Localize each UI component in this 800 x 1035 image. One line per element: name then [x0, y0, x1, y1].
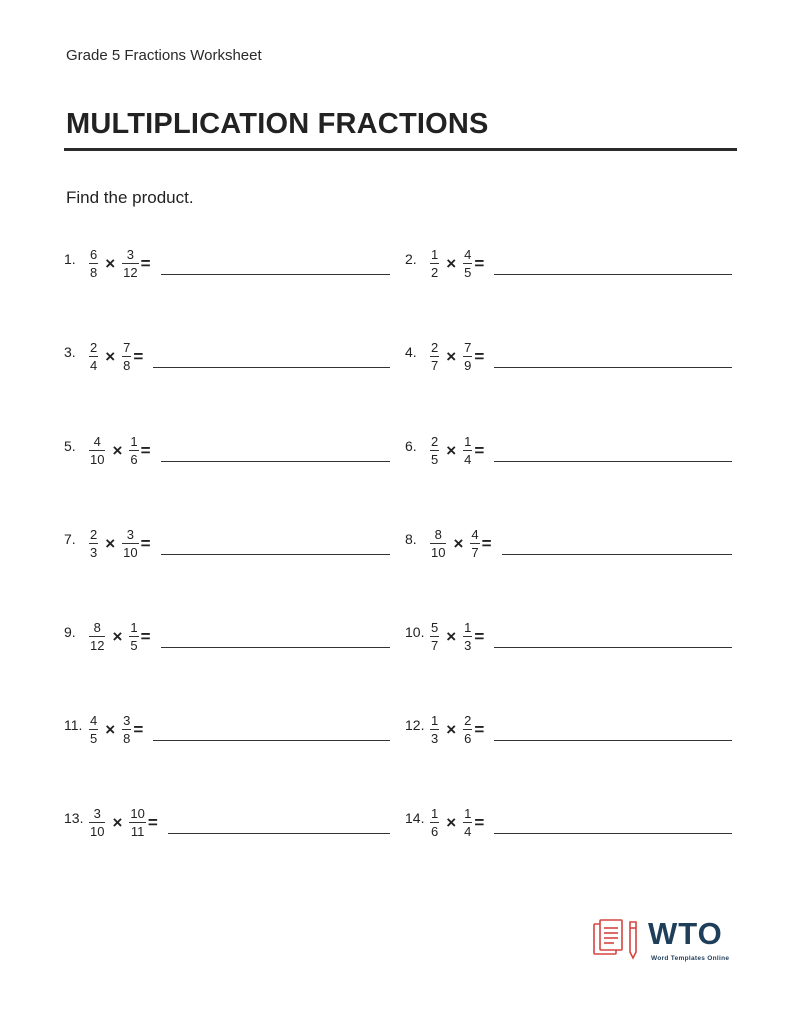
answer-line[interactable] — [494, 340, 732, 368]
denominator: 7 — [431, 638, 439, 653]
answer-line[interactable] — [494, 713, 732, 741]
fraction-a — [430, 527, 446, 559]
denominator: 6 — [130, 452, 138, 467]
numerator: 8 — [434, 527, 442, 542]
problem-8 — [405, 527, 732, 571]
fraction-a — [430, 340, 439, 372]
times-sign: × — [446, 627, 457, 646]
problem-2 — [405, 247, 732, 291]
equals-sign: = — [474, 441, 485, 460]
problem-number: 2. — [405, 251, 417, 267]
problem-number: 14. — [405, 810, 425, 826]
fraction-a — [89, 527, 98, 559]
numerator: 3 — [126, 527, 135, 542]
numerator: 1 — [431, 806, 439, 821]
answer-line[interactable] — [161, 434, 390, 462]
fraction-b — [122, 713, 131, 745]
answer-line[interactable] — [494, 247, 732, 275]
equals-sign: = — [474, 254, 485, 273]
fraction-b — [463, 806, 472, 838]
times-sign: × — [105, 720, 116, 739]
numerator: 1 — [464, 620, 472, 635]
fraction-b — [122, 527, 138, 559]
problem-number: 6. — [405, 438, 417, 454]
numerator: 3 — [126, 247, 135, 262]
equals-sign: = — [474, 627, 485, 646]
numerator: 1 — [464, 434, 472, 449]
fraction-a — [89, 247, 98, 279]
denominator: 5 — [464, 265, 472, 280]
denominator: 11 — [130, 824, 145, 839]
numerator: 1 — [464, 806, 472, 821]
fraction-a — [89, 806, 105, 838]
denominator: 12 — [90, 638, 105, 653]
numerator: 2 — [90, 527, 98, 542]
problem-6 — [405, 434, 732, 478]
numerator: 4 — [93, 434, 101, 449]
problem-5 — [64, 434, 390, 478]
equals-sign: = — [140, 254, 151, 273]
fraction-b — [463, 713, 472, 745]
fraction-a — [89, 340, 98, 372]
denominator: 5 — [90, 731, 98, 746]
equals-sign: = — [140, 627, 151, 646]
denominator: 10 — [90, 824, 105, 839]
numerator: 5 — [431, 620, 439, 635]
problem-number: 13. — [64, 810, 84, 826]
fraction-a — [430, 713, 439, 745]
denominator: 8 — [123, 358, 131, 373]
problem-11 — [64, 713, 390, 757]
problem-4 — [405, 340, 732, 384]
fraction-a — [89, 620, 105, 652]
numerator: 2 — [90, 340, 98, 355]
equals-sign: = — [140, 534, 151, 553]
problem-number: 11. — [64, 717, 83, 733]
title-divider — [64, 148, 737, 151]
problem-12 — [405, 713, 732, 757]
answer-line[interactable] — [494, 806, 732, 834]
problem-number: 1. — [64, 251, 76, 267]
numerator: 2 — [431, 340, 439, 355]
fraction-b — [122, 247, 138, 279]
times-sign: × — [105, 347, 116, 366]
answer-line[interactable] — [502, 527, 732, 555]
problem-10 — [405, 620, 732, 664]
fraction-b — [463, 247, 472, 279]
answer-line[interactable] — [494, 620, 732, 648]
denominator: 6 — [464, 731, 472, 746]
denominator: 3 — [431, 731, 439, 746]
denominator: 7 — [431, 358, 439, 373]
denominator: 4 — [90, 358, 98, 373]
problem-7 — [64, 527, 390, 571]
times-sign: × — [446, 441, 457, 460]
numerator: 4 — [471, 527, 479, 542]
problem-1 — [64, 247, 390, 291]
denominator: 10 — [123, 545, 138, 560]
problem-number: 5. — [64, 438, 76, 454]
problem-9 — [64, 620, 390, 664]
fraction-b — [129, 620, 138, 652]
equals-sign: = — [474, 720, 485, 739]
logo-tagline: Word Templates Online — [651, 955, 730, 962]
denominator: 6 — [431, 824, 439, 839]
problem-number: 3. — [64, 344, 76, 360]
fraction-a — [89, 434, 105, 466]
equals-sign: = — [481, 534, 492, 553]
problem-number: 4. — [405, 344, 417, 360]
answer-line[interactable] — [168, 806, 390, 834]
fraction-b — [129, 434, 138, 466]
equals-sign: = — [133, 720, 144, 739]
answer-line[interactable] — [494, 434, 732, 462]
numerator: 1 — [431, 713, 439, 728]
denominator: 10 — [431, 545, 446, 560]
times-sign: × — [112, 627, 123, 646]
answer-line[interactable] — [161, 527, 390, 555]
denominator: 2 — [431, 265, 439, 280]
numerator: 2 — [431, 434, 439, 449]
fraction-a — [89, 713, 98, 745]
answer-line[interactable] — [153, 340, 390, 368]
times-sign: × — [105, 534, 116, 553]
numerator: 3 — [93, 806, 101, 821]
fraction-a — [430, 806, 439, 838]
equals-sign: = — [474, 347, 485, 366]
equals-sign: = — [140, 441, 151, 460]
equals-sign: = — [147, 813, 158, 832]
numerator: 8 — [93, 620, 101, 635]
times-sign: × — [446, 813, 457, 832]
times-sign: × — [446, 720, 457, 739]
problem-number: 9. — [64, 624, 76, 640]
numerator: 2 — [464, 713, 472, 728]
fraction-b — [470, 527, 479, 559]
times-sign: × — [453, 534, 464, 553]
denominator: 3 — [90, 545, 98, 560]
denominator: 9 — [464, 358, 472, 373]
times-sign: × — [446, 347, 457, 366]
denominator: 7 — [471, 545, 479, 560]
problem-number: 8. — [405, 531, 417, 547]
numerator: 1 — [130, 620, 138, 635]
problem-14 — [405, 806, 732, 850]
fraction-a — [430, 620, 439, 652]
denominator: 5 — [130, 638, 138, 653]
fraction-b — [122, 340, 131, 372]
numerator: 4 — [464, 247, 472, 262]
denominator: 12 — [123, 265, 138, 280]
problem-number: 10. — [405, 624, 425, 640]
numerator: 10 — [130, 806, 145, 821]
problem-number: 7. — [64, 531, 76, 547]
problem-3 — [64, 340, 390, 384]
times-sign: × — [112, 441, 123, 460]
denominator: 3 — [464, 638, 472, 653]
denominator: 5 — [431, 452, 439, 467]
instruction-text: Find the product. — [66, 188, 194, 207]
numerator: 1 — [130, 434, 138, 449]
problem-number: 12. — [405, 717, 425, 733]
numerator: 3 — [123, 713, 131, 728]
numerator: 1 — [431, 247, 439, 262]
denominator: 8 — [123, 731, 131, 746]
times-sign: × — [112, 813, 123, 832]
numerator: 7 — [464, 340, 472, 355]
times-sign: × — [105, 254, 116, 273]
fraction-b — [463, 434, 472, 466]
numerator: 6 — [90, 247, 98, 262]
fraction-a — [430, 247, 439, 279]
fraction-b — [463, 340, 472, 372]
equals-sign: = — [133, 347, 144, 366]
denominator: 4 — [464, 452, 472, 467]
denominator: 10 — [90, 452, 105, 467]
problem-13 — [64, 806, 390, 850]
times-sign: × — [446, 254, 457, 273]
answer-line[interactable] — [153, 713, 390, 741]
fraction-b — [129, 806, 145, 838]
fraction-a — [430, 434, 439, 466]
logo-wordmark: WTO — [648, 916, 723, 951]
equals-sign: = — [474, 813, 485, 832]
page-title: MULTIPLICATION FRACTIONS — [66, 108, 489, 140]
worksheet-subtitle: Grade 5 Fractions Worksheet — [66, 47, 262, 64]
numerator: 7 — [123, 340, 131, 355]
fraction-b — [463, 620, 472, 652]
answer-line[interactable] — [161, 620, 390, 648]
answer-line[interactable] — [161, 247, 390, 275]
denominator: 4 — [464, 824, 472, 839]
denominator: 8 — [90, 265, 98, 280]
numerator: 4 — [90, 713, 98, 728]
